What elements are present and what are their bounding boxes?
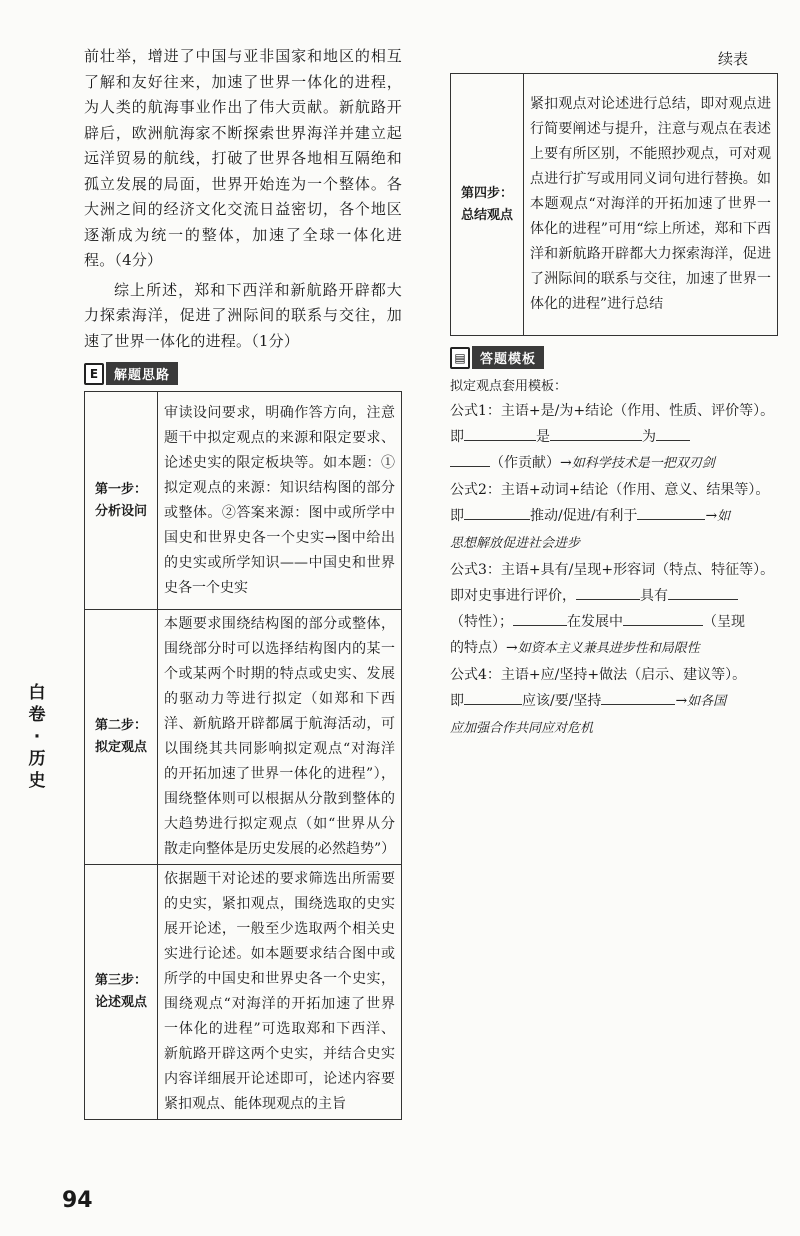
book-icon: ▤ [450,347,470,369]
side-tab-label: 白 卷 · 历 史 [28,683,46,791]
formula-2-example: 思想解放促进社会进步 [450,536,581,551]
section-e-icon: E [84,363,104,385]
table-row [85,610,402,865]
formula-3-example: 的特点）→如资本主义兼具进步性和局限性 [450,640,700,656]
template-intro: 拟定观点套用模板： [450,379,568,394]
answer-paragraph: 前壮举，增进了中国与亚非国家和地区的相互了解和友好往来，加速了世界一体化的进程，为人类的航海事业作出了伟大贡献。新航路开辟后，欧洲航海家不断探索世界海洋并建立起远洋贸易的航线，打破了世界各地相互隔绝和孤立发展的局面，世界开始连为一个整体。各大洲之间的经济文化交流日益密切，各个地区逐渐成为统一的整体，加速了全球一体化进程。（4分） [84,47,402,269]
step-description: 审读设问要求，明确作答方向，注意题干中拟定观点的来源和限定要求、论述史实的限定板块等。如本题：①拟定观点的来源：知识结构图的部分或整体。②答案来源：图中或所学中国史和世界史各一个史实→图中给出的史实或所学知识——中国史和世界史各一个史实 [158,392,402,610]
step-description: 本题要求围绕结构图的部分或整体，围绕部分时可以选择结构图内的某一个或某两个时期的特点或史实、发展的驱动力等进行拟定（如郑和下西洋、新航路开辟都属于航海活动，可以围绕其共同影响拟定观点“对海洋的开拓加速了世界一体化的进程”），围绕整体则可以根据从分散到整体的大趋势进行拟定观点（如“世界从分散走向整体是历史发展的必然趋势”） [158,610,402,865]
step-description: 依据题干对论述的要求筛选出所需要的史实，紧扣观点，围绕选取的史实展开论述，一般至少选取两个相关史实进行论述。如本题要求结合图中或所学的中国史和世界史各一个史实，围绕观点“对海洋的开拓加速了世界一体化的进程”可选取郑和下西洋、新航路开辟这两个史实，并结合史实内容详细展开论述即可，论述内容要紧扣观点、能体现观点的主旨 [158,865,402,1120]
table-row [85,392,402,610]
formula-1-example: （作贡献）→如科学技术是一把双刃剑 [450,450,778,477]
steps-table [84,391,402,1120]
section-title: 解题思路 [106,362,178,385]
table-row [451,74,778,336]
formula-3-fill-2: （特性）； 在发展中 （呈现 [450,609,778,635]
step-label: 第四步： 总结观点 [451,74,524,336]
solution-approach-heading [84,362,402,385]
table-row [85,865,402,1120]
formula-2-fill: 即 推动/促进/有利于 →如 [450,503,778,530]
formula-2: 公式2：主语+动词+结论（作用、意义、结果等）。 [450,482,770,498]
formula-4: 公式4：主语+应/坚持+做法（启示、建议等）。 [450,667,747,683]
formula-1: 公式1：主语+是/为+结论（作用、性质、评价等）。 [450,403,775,419]
step-label: 第二步： 拟定观点 [85,610,158,865]
right-column [450,44,778,742]
section-title: 答题模板 [472,346,544,369]
steps-table-continued [450,73,778,336]
step-label: 第一步： 分析设问 [85,392,158,610]
formula-3: 公式3：主语+具有/呈现+形容词（特点、特征等）。 [450,562,775,578]
formula-1-fill: 即 是 为 [450,424,778,450]
formula-4-fill: 即 应该/要/坚持 →如各国 [450,688,778,715]
formula-3-fill: 即对史事进行评价， 具有 [450,583,778,609]
step-label: 第三步： 论述观点 [85,865,158,1120]
page-number: 94 [62,1188,93,1213]
step-description: 紧扣观点对论述进行总结，即对观点进行简要阐述与提升，注意与观点在表述上要有所区别，不能照抄观点，可对观点进行扩写或用同义词句进行替换。如本题观点“对海洋的开拓加速了世界一体化的进程”可用“综上所述，郑和下西洋和新航路开辟都大力探索海洋，促进了洲际间的联系与交往，加速了世界一体化的进程”进行总结 [524,74,778,336]
left-column [84,44,402,1120]
answer-template-heading [450,346,778,369]
formula-4-example: 应加强合作共同应对危机 [450,721,594,736]
continued-table-title: 续表 [717,50,748,68]
summary-paragraph: 综上所述，郑和下西洋和新航路开辟都大力探索海洋，促进了洲际间的联系与交往，加速了世界一体化的进程。（1分） [84,280,402,350]
